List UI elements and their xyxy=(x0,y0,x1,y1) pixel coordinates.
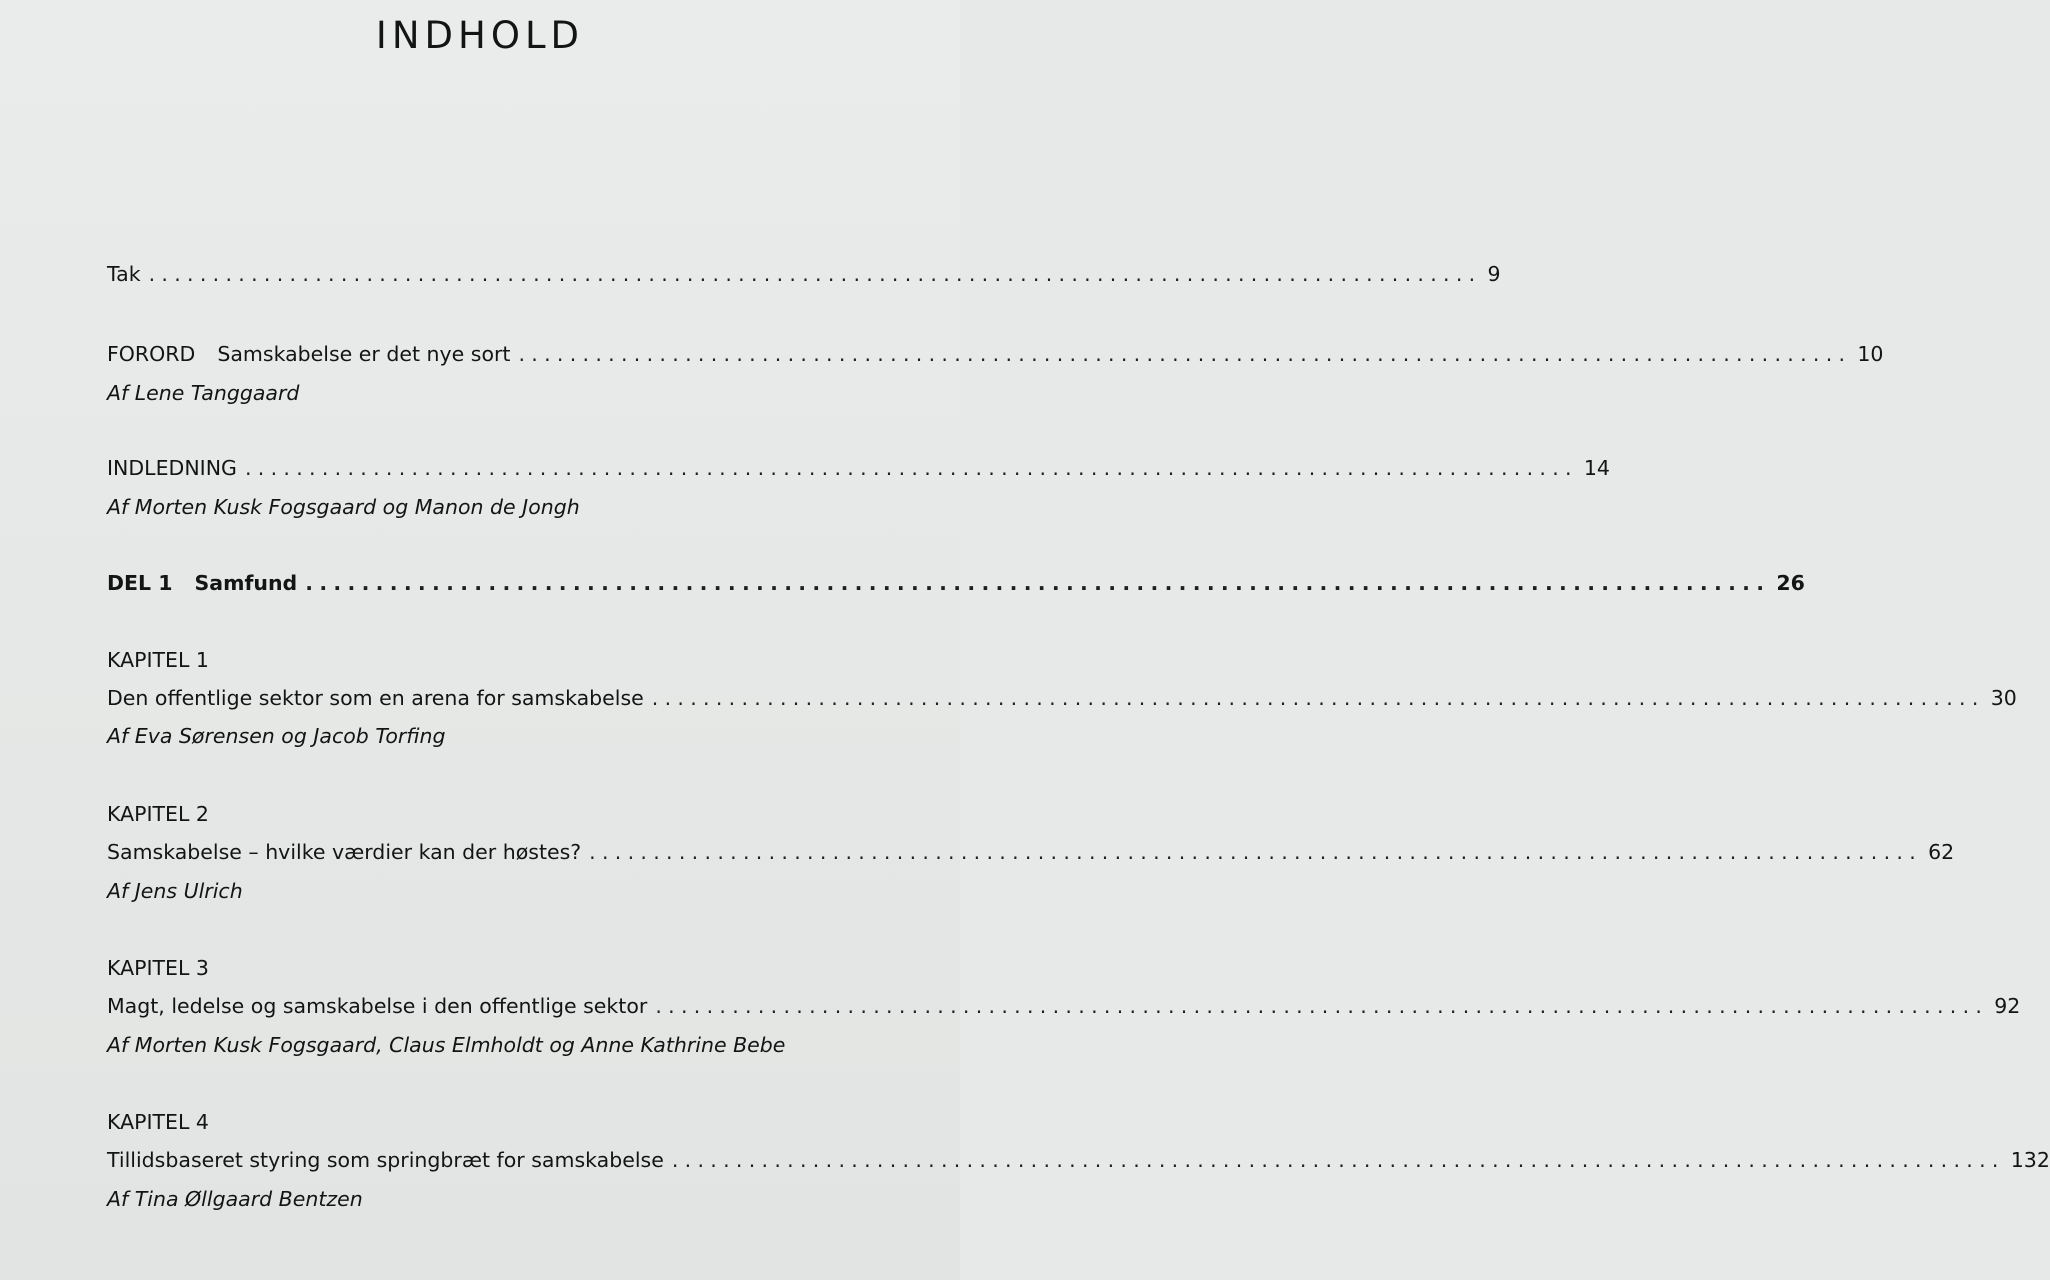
toc-entry-forord xyxy=(107,342,1884,372)
chapter-label: KAPITEL 2 xyxy=(107,802,209,826)
dot-leader: ........................................................................................................ xyxy=(671,1148,2005,1172)
toc-entry-title: Tillidsbaseret styring som springbræt for samskabelse xyxy=(107,1148,664,1172)
toc-entry-prefix: DEL 1 xyxy=(107,571,173,595)
toc-entry-author: Af Tina Øllgaard Bentzen xyxy=(107,1187,363,1211)
toc-entry-kapitel3 xyxy=(107,994,2021,1024)
dot-leader: ........................................................................................................ xyxy=(148,262,1482,286)
toc-entry-author: Af Jens Ulrich xyxy=(107,879,243,903)
toc-entry-kapitel1 xyxy=(107,686,2017,716)
toc-entry-del1 xyxy=(107,571,1805,601)
toc-entry-indledning xyxy=(107,456,1610,486)
toc-entry-title: Samskabelse er det nye sort xyxy=(217,342,511,366)
toc-entry-tak xyxy=(107,262,1501,292)
chapter-label: KAPITEL 1 xyxy=(107,648,209,672)
chapter-label: KAPITEL 3 xyxy=(107,956,209,980)
page-title: INDHOLD xyxy=(375,14,585,57)
toc-entry-kapitel2 xyxy=(107,840,1955,870)
toc-entry-title: Den offentlige sektor som en arena for samskabelse xyxy=(107,686,644,710)
page-number: 26 xyxy=(1776,571,1805,595)
dot-leader: ........................................................................................................ xyxy=(244,456,1578,480)
dot-leader: ........................................................................................................ xyxy=(305,571,1771,595)
dot-leader: ........................................................................................................ xyxy=(651,686,1985,710)
toc-entry-author: Af Lene Tanggaard xyxy=(107,381,300,405)
page-number: 9 xyxy=(1487,262,1501,286)
toc-entry-kapitel4 xyxy=(107,1148,2050,1178)
toc-entry-title: Samskabelse – hvilke værdier kan der høstes? xyxy=(107,840,582,864)
page-number: 10 xyxy=(1857,342,1884,366)
toc-entry-title: Tak xyxy=(107,262,141,286)
toc-entry-title: Magt, ledelse og samskabelse i den offentlige sektor xyxy=(107,994,648,1018)
toc-entry-title: INDLEDNING xyxy=(107,456,237,480)
page-number: 14 xyxy=(1583,456,1610,480)
toc-entry-title: Samfund xyxy=(194,571,298,595)
toc-entry-prefix: FORORD xyxy=(107,342,196,366)
dot-leader: ........................................................................................................ xyxy=(518,342,1852,366)
page-number: 132 xyxy=(2010,1148,2050,1172)
dot-leader: ........................................................................................................ xyxy=(589,840,1923,864)
toc-entry-author: Af Morten Kusk Fogsgaard, Claus Elmholdt og Anne Kathrine Bebe xyxy=(107,1033,786,1057)
toc-entry-author: Af Eva Sørensen og Jacob Torfing xyxy=(107,724,446,748)
chapter-label: KAPITEL 4 xyxy=(107,1110,209,1134)
page-number: 62 xyxy=(1928,840,1955,864)
toc-entry-author: Af Morten Kusk Fogsgaard og Manon de Jongh xyxy=(107,495,580,519)
page-number: 30 xyxy=(1990,686,2017,710)
dot-leader: ........................................................................................................ xyxy=(655,994,1989,1018)
page-number: 92 xyxy=(1994,994,2021,1018)
